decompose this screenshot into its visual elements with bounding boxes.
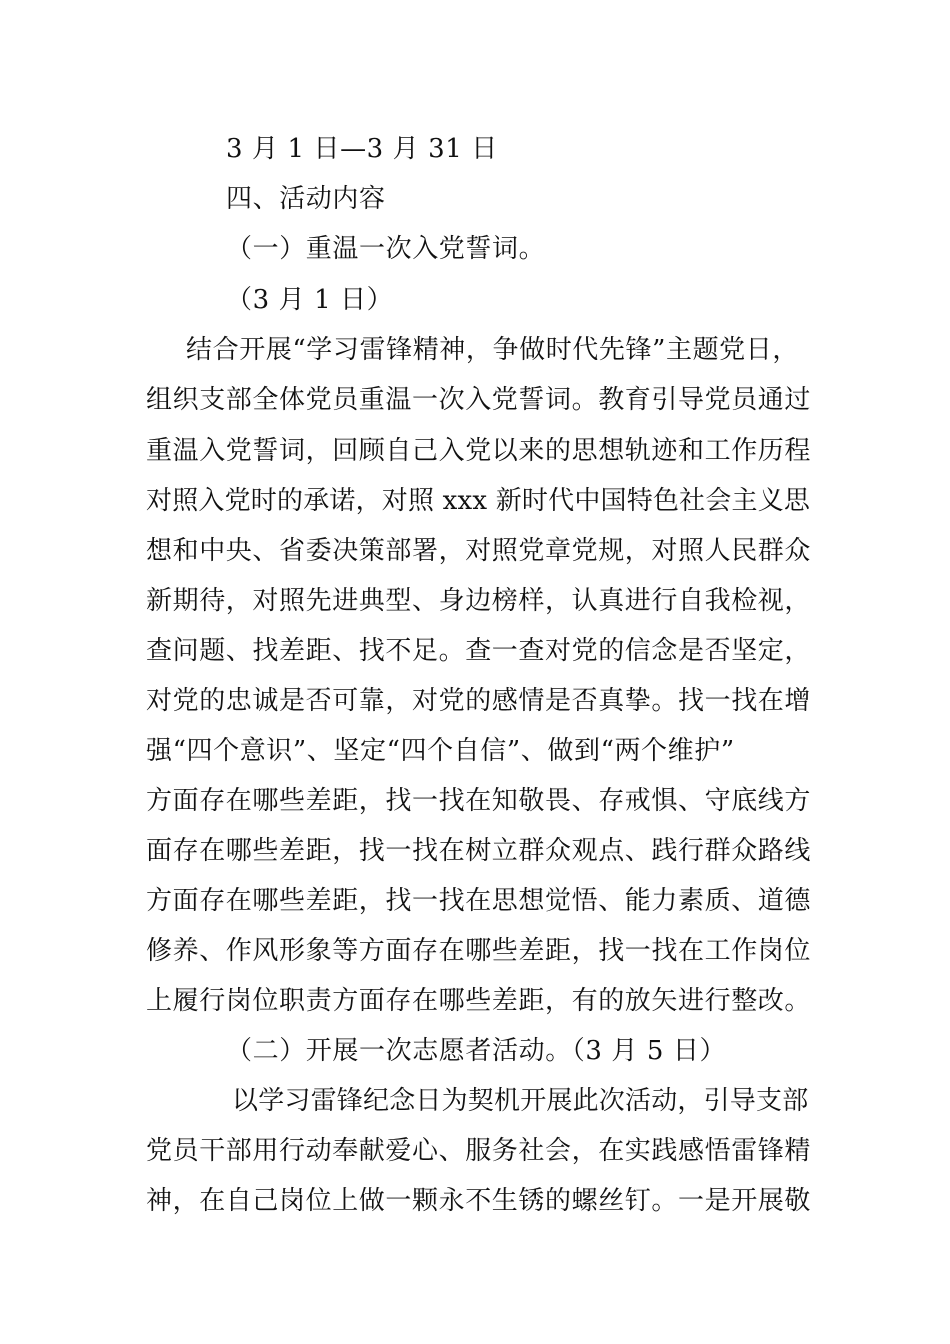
body-line: 方面存在哪些差距，找一找在思想觉悟、能力素质、道德: [146, 886, 812, 916]
body-line: 查问题、找差距、找不足。查一查对党的信念是否坚定，: [146, 636, 812, 666]
body-line: 上履行岗位职责方面存在哪些差距，有的放矢进行整改。: [146, 986, 812, 1016]
item-two-title: （二）开展一次志愿者活动。（3 月 5 日）: [226, 1036, 727, 1066]
body-line: 新期待，对照先进典型、身边榜样，认真进行自我检视，: [146, 586, 812, 616]
body-line: 党员干部用行动奉献爱心、服务社会，在实践感悟雷锋精: [146, 1136, 812, 1166]
body-line: 神，在自己岗位上做一颗永不生锈的螺丝钉。一是开展敬: [146, 1186, 812, 1216]
body-line: 组织支部全体党员重温一次入党誓词。教育引导党员通过: [146, 385, 812, 415]
body-line: 方面存在哪些差距，找一找在知敬畏、存戒惧、守底线方: [146, 786, 812, 816]
body-line: 强“四个意识”、坚定“四个自信”、做到“两个维护”: [146, 736, 735, 766]
body-line: 对照入党时的承诺，对照 xxx 新时代中国特色社会主义思: [146, 486, 811, 516]
body-line: 修养、作风形象等方面存在哪些差距，找一找在工作岗位: [146, 936, 812, 966]
body-line: 重温入党誓词，回顾自己入党以来的思想轨迹和工作历程: [146, 436, 812, 466]
body-line: 以学习雷锋纪念日为契机开展此次活动，引导支部: [232, 1086, 809, 1116]
item-one-date: （3 月 1 日）: [226, 285, 394, 315]
body-line: 面存在哪些差距，找一找在树立群众观点、践行群众路线: [146, 836, 812, 866]
body-line: 对党的忠诚是否可靠，对党的感情是否真挚。找一找在增: [146, 686, 812, 716]
body-line: 结合开展“学习雷锋精神，争做时代先锋”主题党日，: [186, 335, 799, 365]
body-line: 想和中央、省委决策部署，对照党章党规，对照人民群众: [146, 536, 812, 566]
item-one-title: （一）重温一次入党誓词。: [226, 234, 546, 264]
date-range: 3 月 1 日—3 月 31 日: [226, 134, 498, 164]
section-four-heading: 四、活动内容: [226, 184, 386, 214]
